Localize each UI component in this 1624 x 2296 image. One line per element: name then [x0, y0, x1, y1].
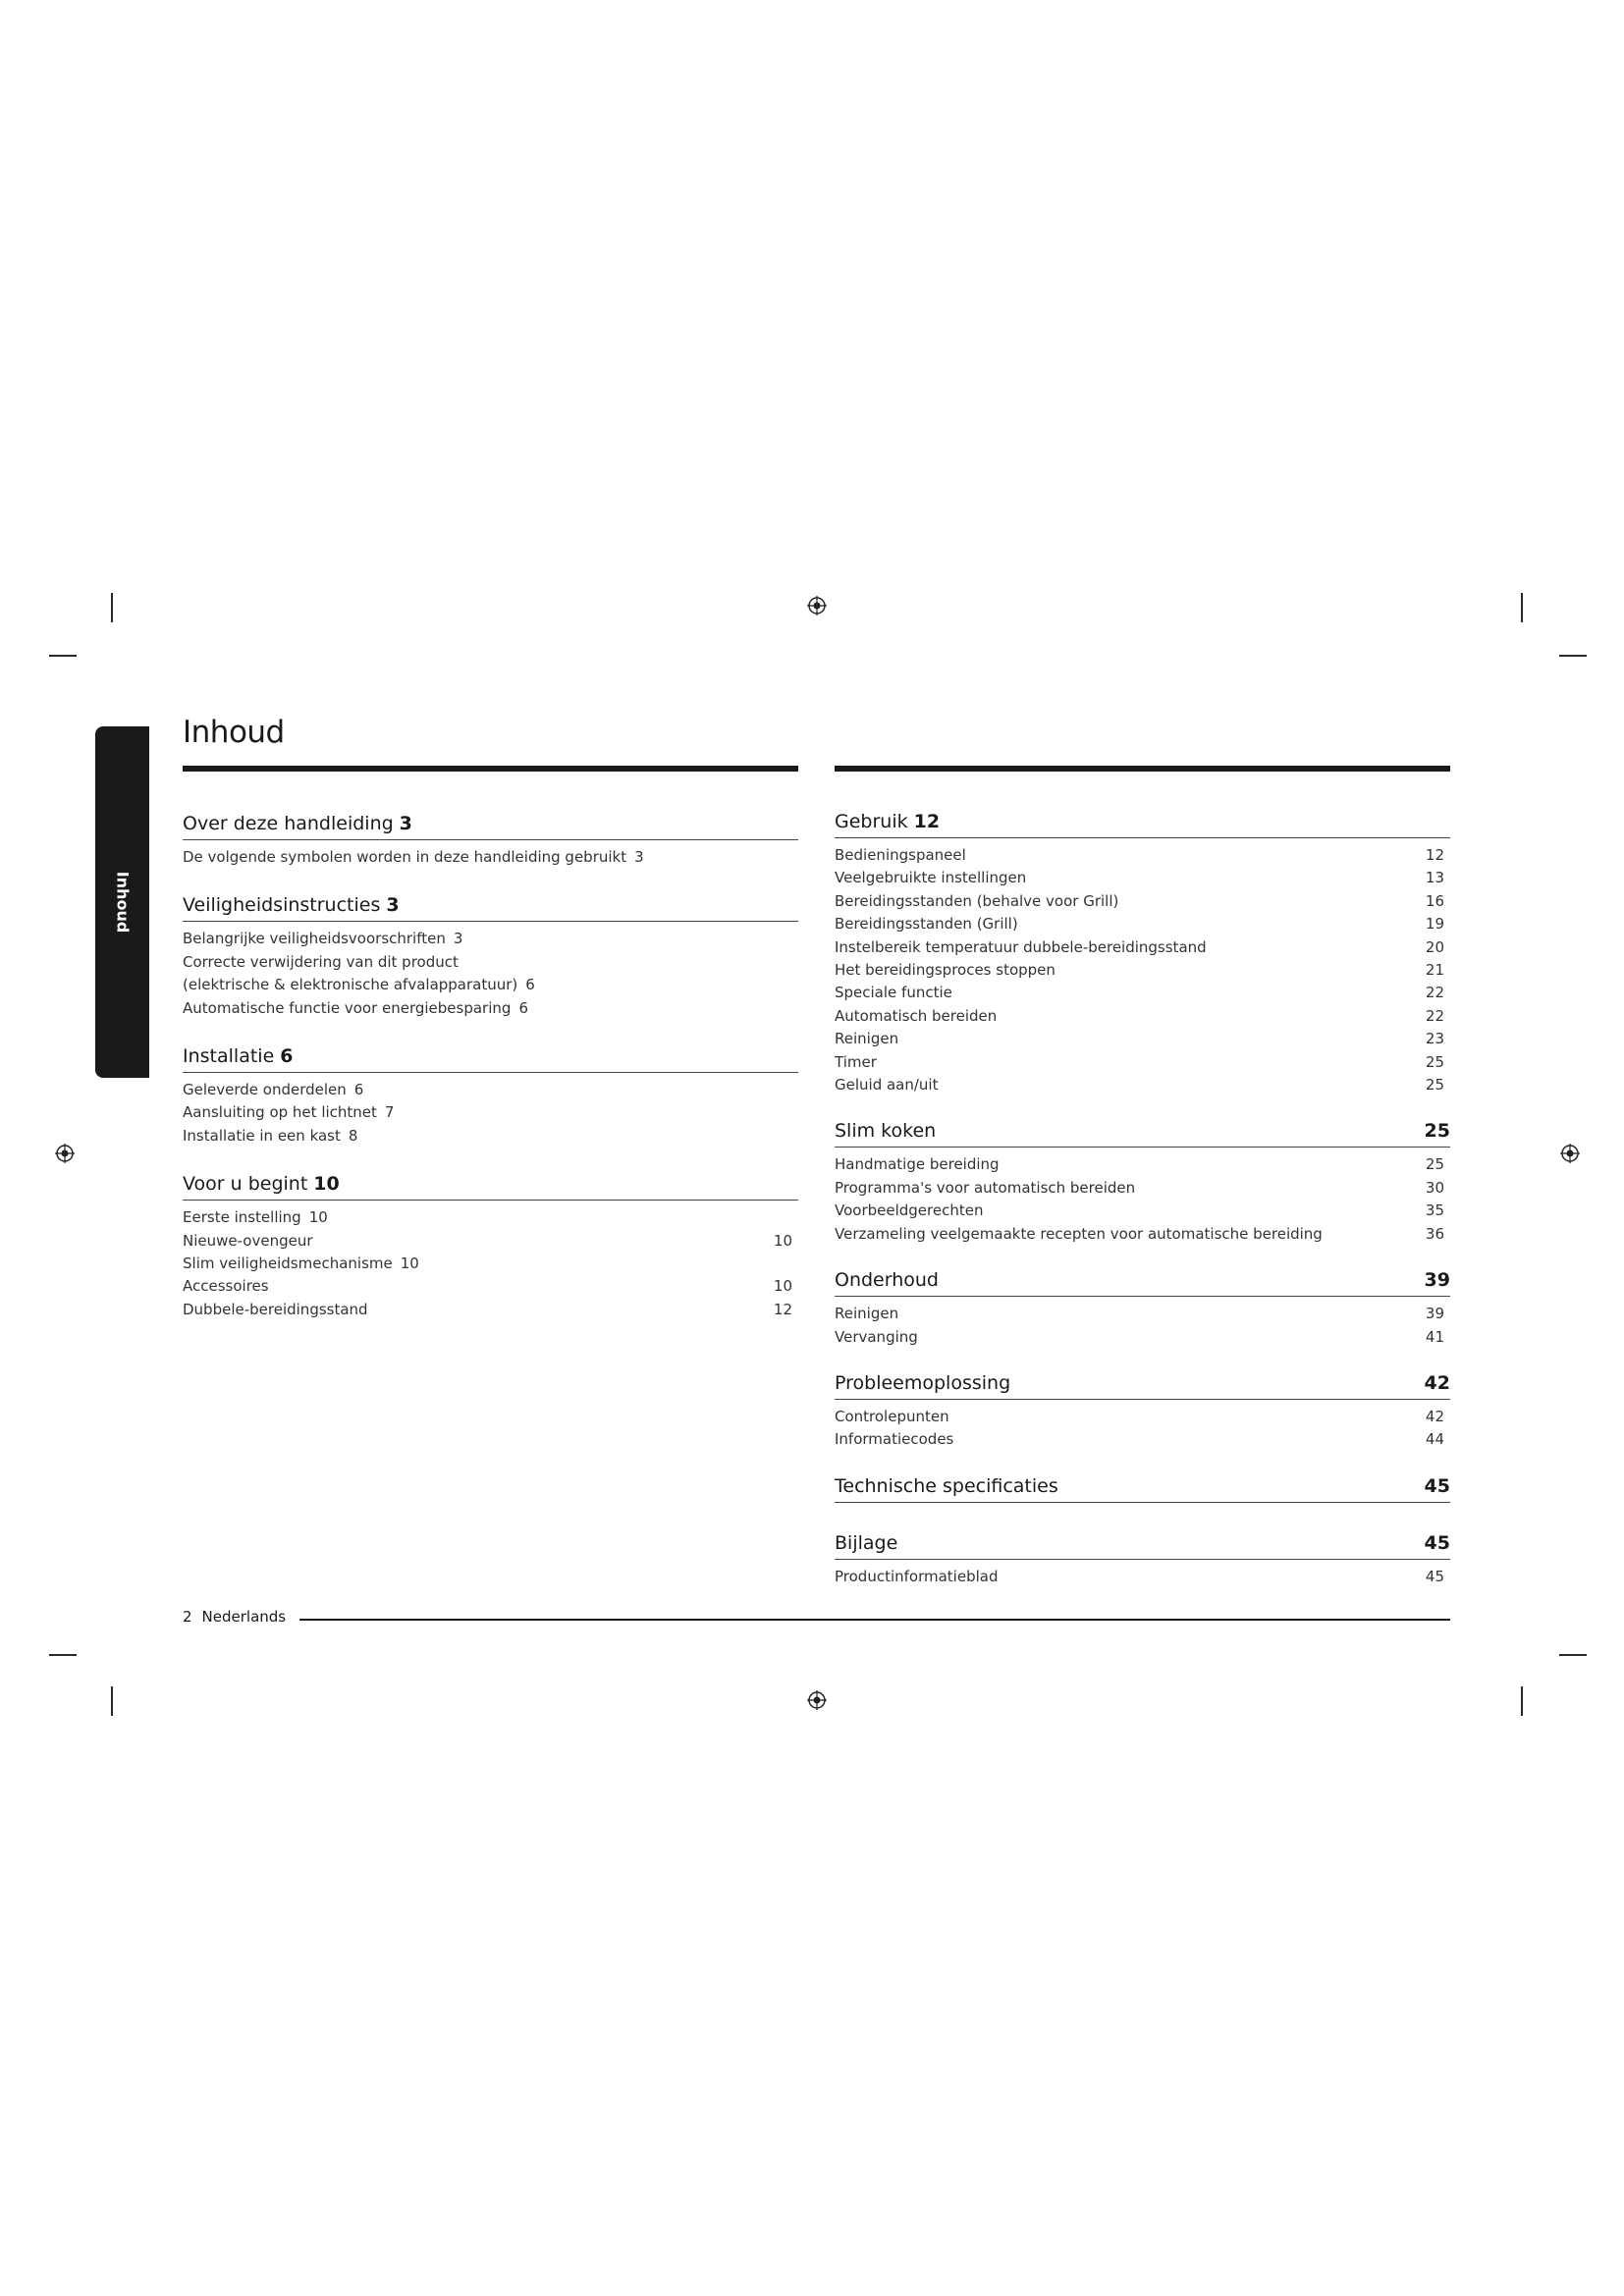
- toc-entry-text: Programma's voor automatisch bereiden: [835, 1178, 1136, 1197]
- toc-entry[interactable]: [835, 1223, 1450, 1246]
- toc-entry-page: 44: [1425, 1430, 1444, 1449]
- page-footer: [183, 1608, 286, 1626]
- toc-entry-text: Bereidingsstanden (behalve voor Grill): [835, 891, 1119, 910]
- toc-entry-text: Verzameling veelgemaakte recepten voor automatische bereiding: [835, 1224, 1323, 1243]
- toc-section-title: Gebruik: [835, 811, 908, 832]
- crop-mark: [1559, 1654, 1587, 1656]
- toc-section-title: Over deze handleiding: [183, 813, 394, 834]
- toc-section-heading[interactable]: [835, 1532, 1450, 1560]
- title-rule-left: [183, 766, 798, 772]
- toc-entry-text: De volgende symbolen worden in deze handleiding gebruikt: [183, 848, 627, 866]
- toc-entry-text: Vervanging: [835, 1327, 918, 1346]
- toc-section: [835, 811, 1450, 1096]
- toc-entry[interactable]: [183, 846, 798, 869]
- toc-section-title: Bijlage: [835, 1531, 898, 1554]
- toc-entry-text: Installatie in een kast: [183, 1126, 341, 1145]
- toc-entry[interactable]: [183, 1299, 798, 1321]
- toc-entry-page: 8: [348, 1126, 358, 1145]
- toc-entry-page: 23: [1425, 1030, 1444, 1048]
- registration-mark-icon: [55, 1144, 75, 1163]
- toc-section-title: Installatie: [183, 1045, 275, 1068]
- toc-entry[interactable]: [835, 913, 1450, 935]
- toc-entry[interactable]: [183, 974, 798, 996]
- toc-entry-page: 22: [1425, 984, 1444, 1002]
- toc-entry[interactable]: [835, 1074, 1450, 1096]
- toc-entry[interactable]: [835, 936, 1450, 959]
- toc-entry-text: Handmatige bereiding: [835, 1155, 1000, 1174]
- crop-mark: [111, 593, 113, 622]
- toc-entry-text: Automatische functie voor energiebesparing: [183, 998, 512, 1017]
- toc-entry-page: 20: [1425, 937, 1444, 956]
- toc-entry-page: 45: [1425, 1567, 1444, 1585]
- toc-entry-page: 12: [1425, 846, 1444, 864]
- toc-right-column: [835, 811, 1450, 1588]
- toc-entry-page: 7: [384, 1103, 395, 1122]
- toc-entry[interactable]: [835, 1028, 1450, 1050]
- toc-entry-text: Slim veiligheidsmechanisme: [183, 1255, 393, 1273]
- footer-language: Nederlands: [201, 1608, 287, 1626]
- toc-entry-text: Het bereidingsproces stoppen: [835, 961, 1056, 980]
- toc-entry[interactable]: [183, 1230, 798, 1253]
- toc-section-heading[interactable]: [835, 1269, 1450, 1297]
- toc-section-heading[interactable]: [183, 813, 798, 840]
- toc-entry-page: 12: [773, 1300, 792, 1318]
- toc-entry-text: Dubbele-bereidingsstand: [183, 1300, 368, 1318]
- toc-section: [183, 1173, 798, 1321]
- toc-entry[interactable]: [835, 982, 1450, 1004]
- toc-entry-page: 19: [1425, 915, 1444, 934]
- toc-section-page: 42: [1424, 1371, 1450, 1394]
- toc-entry[interactable]: [835, 1303, 1450, 1325]
- toc-section-heading[interactable]: [835, 1120, 1450, 1148]
- toc-section-page: 10: [313, 1173, 340, 1196]
- toc-entry-text: Correcte verwijdering van dit product: [183, 952, 459, 971]
- toc-section-heading[interactable]: [835, 1475, 1450, 1503]
- registration-mark-icon: [807, 1690, 827, 1710]
- toc-entry-page: 3: [634, 848, 644, 866]
- footer-rule: [299, 1619, 1450, 1621]
- toc-entry-page: 6: [353, 1081, 364, 1099]
- toc-entry-text: Geluid aan/uit: [835, 1076, 939, 1095]
- toc-entry-text: Speciale functie: [835, 984, 952, 1002]
- toc-entry[interactable]: [183, 997, 798, 1020]
- toc-entry-text: Veelgebruikte instellingen: [835, 869, 1027, 887]
- toc-entry-text: Controlepunten: [835, 1407, 949, 1425]
- crop-mark: [49, 655, 77, 657]
- toc-section-page: 45: [1424, 1531, 1450, 1554]
- side-tab-label: Inhoud: [113, 871, 132, 934]
- page-title: Inhoud: [183, 715, 285, 750]
- toc-entry[interactable]: [183, 1253, 798, 1275]
- registration-mark-icon: [807, 596, 827, 615]
- toc-entry-page: 3: [453, 930, 463, 948]
- toc-entry-page: 6: [518, 998, 528, 1017]
- toc-entry-page: 6: [525, 976, 535, 994]
- toc-entry-text: Geleverde onderdelen: [183, 1081, 347, 1099]
- toc-entry[interactable]: [835, 1200, 1450, 1222]
- toc-entry-page: 25: [1425, 1052, 1444, 1071]
- toc-entry-text: Bereidingsstanden (Grill): [835, 915, 1018, 934]
- toc-entry-text: Timer: [835, 1052, 877, 1071]
- toc-entry[interactable]: [835, 1406, 1450, 1428]
- toc-entry-page: 30: [1425, 1178, 1444, 1197]
- toc-section-title: Voor u begint: [183, 1173, 308, 1196]
- toc-section: [835, 1475, 1450, 1503]
- toc-entry[interactable]: [835, 890, 1450, 913]
- toc-section-heading[interactable]: [835, 811, 1450, 838]
- toc-section-page: 39: [1424, 1269, 1450, 1292]
- toc-entry-text: Accessoires: [183, 1277, 269, 1296]
- crop-mark: [1521, 593, 1523, 622]
- toc-entry-page: 39: [1425, 1305, 1444, 1323]
- toc-entry[interactable]: [835, 867, 1450, 889]
- toc-entry-page: 25: [1425, 1155, 1444, 1174]
- toc-entry-page: 10: [308, 1208, 328, 1227]
- toc-entry[interactable]: [183, 1206, 798, 1229]
- toc-section: [835, 1120, 1450, 1246]
- toc-section-page: 3: [386, 894, 400, 917]
- toc-entry-page: 36: [1425, 1224, 1444, 1243]
- toc-section: [835, 1269, 1450, 1349]
- crop-mark: [1521, 1686, 1523, 1716]
- toc-section-page: 6: [280, 1045, 294, 1068]
- toc-section: [183, 1045, 798, 1148]
- crop-mark: [1559, 655, 1587, 657]
- toc-entry-page: 42: [1425, 1407, 1444, 1425]
- toc-entry-text: Belangrijke veiligheidsvoorschriften: [183, 930, 446, 948]
- toc-entry[interactable]: [835, 1051, 1450, 1074]
- toc-entry-page: 10: [773, 1277, 792, 1296]
- toc-entry-text: Eerste instelling: [183, 1208, 301, 1227]
- crop-mark: [49, 1654, 77, 1656]
- toc-entry[interactable]: [835, 1005, 1450, 1028]
- toc-entry-text: Reinigen: [835, 1030, 899, 1048]
- toc-section-heading[interactable]: [835, 1372, 1450, 1400]
- toc-entry[interactable]: [835, 1177, 1450, 1200]
- toc-section-page: 3: [399, 813, 412, 834]
- toc-entry-text: Automatisch bereiden: [835, 1006, 998, 1025]
- toc-entry[interactable]: [183, 1275, 798, 1298]
- toc-entry-page: 35: [1425, 1201, 1444, 1220]
- toc-entry-text: (elektrische & elektronische afvalapparatuur): [183, 976, 518, 994]
- toc-section: [835, 1372, 1450, 1452]
- toc-section-page: 25: [1424, 1120, 1450, 1143]
- toc-section-title: Onderhoud: [835, 1269, 939, 1292]
- toc-entry-page: 21: [1425, 961, 1444, 980]
- toc-entry-page: 25: [1425, 1076, 1444, 1095]
- toc-section-title: Veiligheidsinstructies: [183, 894, 381, 917]
- toc-entry-text: Reinigen: [835, 1305, 899, 1323]
- toc-entry[interactable]: [835, 1566, 1450, 1588]
- toc-section-page: 12: [913, 811, 941, 832]
- toc-entry-text: Nieuwe-ovengeur: [183, 1231, 313, 1250]
- toc-entry-text: Instelbereik temperatuur dubbele-bereidingsstand: [835, 937, 1207, 956]
- toc-entry-text: Informatiecodes: [835, 1430, 954, 1449]
- toc-entry-text: Aansluiting op het lichtnet: [183, 1103, 377, 1122]
- title-rule-right: [835, 766, 1450, 772]
- toc-entry-page: 13: [1425, 869, 1444, 887]
- toc-entry-text: Bedieningspaneel: [835, 846, 966, 864]
- footer-page-number: 2: [183, 1608, 192, 1626]
- toc-section: [183, 813, 798, 869]
- toc-entry[interactable]: [835, 1428, 1450, 1451]
- toc-section: [835, 1532, 1450, 1588]
- toc-section-page: 45: [1424, 1474, 1450, 1497]
- toc-entry[interactable]: [183, 1101, 798, 1124]
- toc-entry-page: 16: [1425, 891, 1444, 910]
- toc-section-heading[interactable]: [183, 1173, 798, 1201]
- toc-entry[interactable]: [183, 1079, 798, 1101]
- toc-entry[interactable]: [835, 959, 1450, 982]
- section-side-tab: [95, 726, 149, 1078]
- toc-entry-page: 10: [773, 1231, 792, 1250]
- toc-left-column: [183, 813, 798, 1321]
- toc-entry-page: 41: [1425, 1327, 1444, 1346]
- toc-section-heading[interactable]: [183, 1045, 798, 1073]
- toc-entry[interactable]: [835, 1153, 1450, 1176]
- toc-section-title: Probleemoplossing: [835, 1371, 1011, 1394]
- toc-entry[interactable]: [835, 844, 1450, 867]
- toc-section-title: Slim koken: [835, 1120, 937, 1143]
- toc-entry-page: 22: [1425, 1006, 1444, 1025]
- toc-section-heading[interactable]: [183, 894, 798, 922]
- toc-section-title: Technische specificaties: [835, 1474, 1058, 1497]
- toc-entry[interactable]: [183, 1125, 798, 1148]
- toc-entry-text: Productinformatieblad: [835, 1567, 999, 1585]
- registration-mark-icon: [1560, 1144, 1580, 1163]
- toc-entry[interactable]: [183, 951, 798, 974]
- crop-mark: [111, 1686, 113, 1716]
- toc-entry-text: Voorbeeldgerechten: [835, 1201, 984, 1220]
- toc-section: [183, 894, 798, 1020]
- toc-entry[interactable]: [835, 1326, 1450, 1349]
- toc-entry-page: 10: [400, 1255, 419, 1273]
- toc-entry[interactable]: [183, 928, 798, 950]
